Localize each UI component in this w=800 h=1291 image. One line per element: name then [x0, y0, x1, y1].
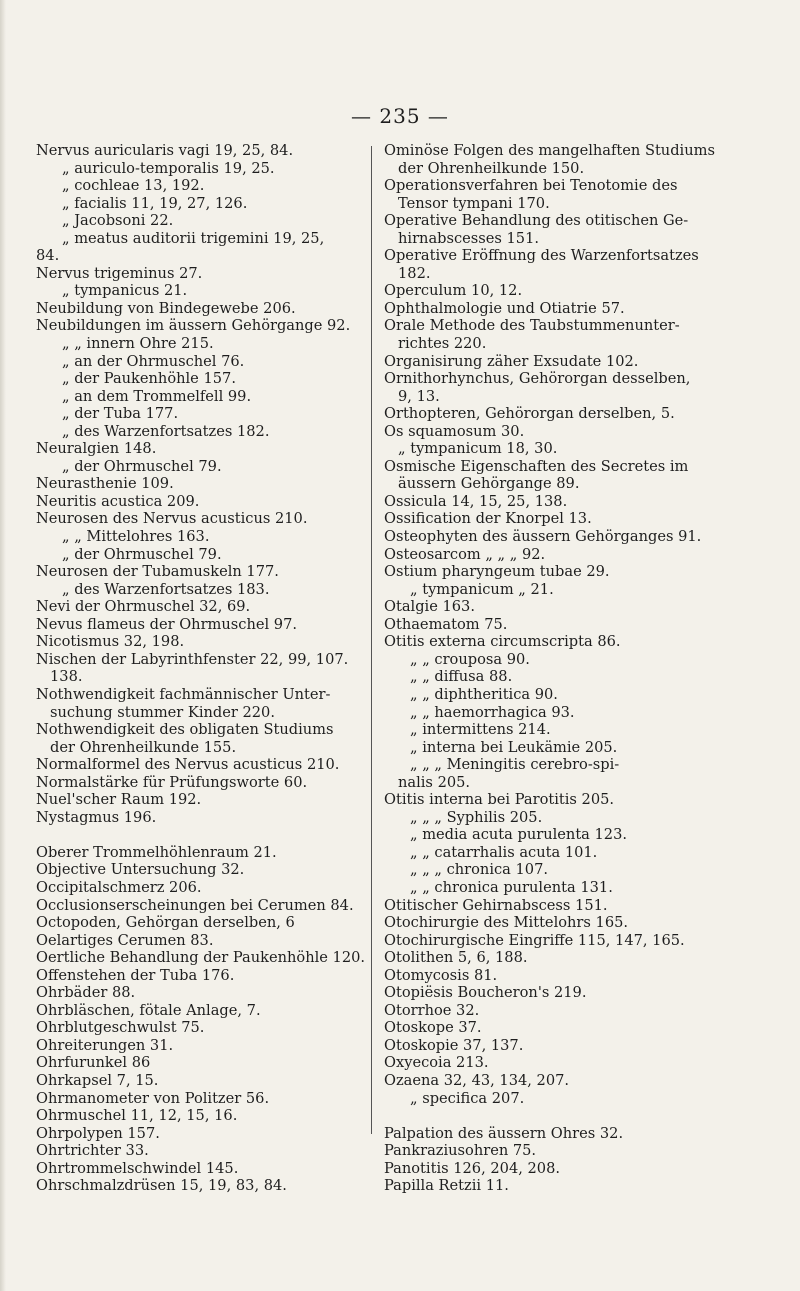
- index-entry: „ „ diphtheritica 90.: [410, 685, 558, 703]
- index-entry: 138.: [50, 668, 83, 686]
- index-entry: Occipitalschmerz 206.: [36, 878, 202, 896]
- index-entry: Neuralgien 148.: [36, 440, 157, 458]
- index-entry: Ohrbäder 88.: [36, 984, 136, 1002]
- index-entry: Neuritis acustica 209.: [36, 492, 200, 510]
- index-entry: Neurosen des Nervus acusticus 210.: [36, 510, 308, 528]
- index-entry: Ohrtrichter 33.: [36, 1142, 149, 1160]
- index-entry: „ interna bei Leukämie 205.: [410, 738, 618, 756]
- index-entry: äussern Gehörgange 89.: [398, 475, 580, 493]
- index-entry: „ „ diffusa 88.: [410, 668, 513, 686]
- index-entry: Otalgie 163.: [384, 598, 475, 616]
- index-entry: Nothwendigkeit fachmännischer Unter-: [36, 685, 331, 703]
- index-entry: Oberer Trommelhöhlenraum 21.: [36, 843, 277, 861]
- index-entry: Ohrpolypen 157.: [36, 1124, 160, 1142]
- index-entry: Otochirurgische Eingriffe 115, 147, 165.: [384, 931, 685, 949]
- index-column-right: [384, 142, 752, 1195]
- index-entry: Ohrbläschen, fötale Anlage, 7.: [36, 1001, 261, 1019]
- index-entry: Ohrblutgeschwulst 75.: [36, 1019, 205, 1037]
- index-entry: Nystagmus 196.: [36, 808, 157, 826]
- index-entry: „ Jacobsoni 22.: [62, 212, 174, 230]
- column-divider: [371, 146, 372, 1134]
- index-entry: Os squamosum 30.: [384, 422, 525, 440]
- index-entry: „ an dem Trommelfell 99.: [62, 387, 252, 405]
- index-entry: Neubildungen im äussern Gehörgange 92.: [36, 317, 351, 335]
- index-entry: Occlusionserscheinungen bei Cerumen 84.: [36, 896, 354, 914]
- index-entry: Otitis interna bei Parotitis 205.: [384, 791, 615, 809]
- index-entry: Oxyecoia 213.: [384, 1054, 489, 1072]
- index-entry: Otochirurgie des Mittelohrs 165.: [384, 914, 629, 932]
- index-entry: „ „ innern Ohre 215.: [62, 335, 214, 353]
- index-entry: „ der Tuba 177.: [62, 405, 179, 423]
- index-entry: Nervus auricularis vagi 19, 25, 84.: [36, 142, 294, 159]
- index-entry: Papilla Retzii 11.: [384, 1177, 509, 1195]
- index-entry: 84.: [36, 247, 60, 265]
- index-entry: Neurosen der Tubamuskeln 177.: [36, 563, 279, 581]
- page-number: — 235 —: [351, 104, 449, 128]
- index-entry: Otoskope 37.: [384, 1019, 482, 1037]
- index-entry: Ohrtrommelschwindel 145.: [36, 1159, 239, 1177]
- index-entry: Otolithen 5, 6, 188.: [384, 949, 528, 967]
- index-entry: Operculum 10, 12.: [384, 282, 523, 300]
- index-entry: Osteosarcom „ „ „ 92.: [384, 545, 546, 563]
- index-entry: Osteophyten des äussern Gehörganges 91.: [384, 528, 702, 546]
- index-entry: Otopiësis Boucheron's 219.: [384, 984, 587, 1002]
- index-entry: Oelartiges Cerumen 83.: [36, 931, 214, 949]
- index-entry: hirnabscesses 151.: [398, 229, 540, 247]
- index-entry: nalis 205.: [398, 773, 471, 791]
- index-entry: Ossification der Knorpel 13.: [384, 510, 592, 528]
- index-entry: Ohrmanometer von Politzer 56.: [36, 1089, 270, 1107]
- index-entry: Othaematom 75.: [384, 615, 508, 633]
- index-entry: Orale Methode des Taubstummenunter-: [384, 317, 680, 335]
- index-entry: „ des Warzenfortsatzes 183.: [62, 580, 270, 598]
- index-entry: „ „ catarrhalis acuta 101.: [410, 843, 598, 861]
- index-entry: „ intermittens 214.: [410, 721, 551, 739]
- index-entry: Palpation des äussern Ohres 32.: [384, 1124, 624, 1142]
- index-entry: Nevi der Ohrmuschel 32, 69.: [36, 598, 251, 616]
- index-column-left: [36, 142, 366, 1195]
- index-entry: „ specifica 207.: [410, 1089, 525, 1107]
- index-entry: Osmische Eigenschaften des Secretes im: [384, 457, 689, 475]
- index-entry: Neurasthenie 109.: [36, 475, 174, 493]
- index-entry: Operationsverfahren bei Tenotomie des: [384, 177, 678, 195]
- index-entry: Nischen der Labyrinthfenster 22, 99, 107.: [36, 650, 349, 668]
- index-entry: Ohrkapsel 7, 15.: [36, 1071, 159, 1089]
- index-entry: Octopoden, Gehörgan derselben, 6: [36, 914, 295, 932]
- index-entry: Neubildung von Bindegewebe 206.: [36, 299, 296, 317]
- index-entry: Ophthalmologie und Otiatrie 57.: [384, 299, 625, 317]
- index-entry: Nevus flameus der Ohrmuschel 97.: [36, 615, 297, 633]
- index-entry: Otitis externa circumscripta 86.: [384, 633, 621, 651]
- index-entry: Nothwendigkeit des obligaten Studiums: [36, 721, 334, 739]
- index-entry: „ „ „ Meningitis cerebro-spi-: [410, 756, 620, 774]
- index-entry: Otorrhoe 32.: [384, 1001, 480, 1019]
- index-entry: „ „ „ chronica 107.: [410, 861, 549, 879]
- index-entry: 9, 13.: [398, 387, 440, 405]
- index-entry: Otomycosis 81.: [384, 966, 498, 984]
- index-entry: „ der Ohrmuschel 79.: [62, 457, 222, 475]
- index-entry: Ohrfurunkel 86: [36, 1054, 151, 1072]
- index-entry: Oertliche Behandlung der Paukenhöhle 120.: [36, 949, 366, 967]
- index-entry: Ostium pharyngeum tubae 29.: [384, 563, 610, 581]
- index-entry: Offenstehen der Tuba 176.: [36, 966, 235, 984]
- section-gap: [36, 826, 362, 844]
- index-entry: Objective Untersuchung 32.: [36, 861, 245, 879]
- index-entry: Ossicula 14, 15, 25, 138.: [384, 492, 568, 510]
- index-entry: Pankraziusohren 75.: [384, 1142, 537, 1160]
- index-entry: Tensor tympani 170.: [398, 194, 550, 212]
- index-entry: Ohreiterungen 31.: [36, 1036, 174, 1054]
- index-entry: Organisirung zäher Exsudate 102.: [384, 352, 639, 370]
- index-entry: richtes 220.: [398, 335, 487, 353]
- index-entry: „ cochleae 13, 192.: [62, 177, 205, 195]
- index-entry: Panotitis 126, 204, 208.: [384, 1159, 561, 1177]
- index-entry: Operative Behandlung des otitischen Ge-: [384, 212, 689, 230]
- index-entry: „ der Paukenhöhle 157.: [62, 370, 236, 388]
- index-entry: der Ohrenheilkunde 155.: [50, 738, 237, 756]
- index-entry: „ „ haemorrhagica 93.: [410, 703, 575, 721]
- index-entry: Nuel'scher Raum 192.: [36, 791, 202, 809]
- index-entry: Operative Eröffnung des Warzenfortsatzes: [384, 247, 699, 265]
- index-entry: Ornithorhynchus, Gehörorgan desselben,: [384, 370, 691, 388]
- index-entry: „ meatus auditorii trigemini 19, 25,: [62, 229, 325, 247]
- index-entry: Normalformel des Nervus acusticus 210.: [36, 756, 340, 774]
- index-entry: Otoskopie 37, 137.: [384, 1036, 524, 1054]
- section-gap: [384, 1107, 752, 1125]
- index-entry: Ohrschmalzdrüsen 15, 19, 83, 84.: [36, 1177, 287, 1195]
- index-entry: „ tympanicum 18, 30.: [398, 440, 558, 458]
- index-entry: „ des Warzenfortsatzes 182.: [62, 422, 270, 440]
- index-entry: Ohrmuschel 11, 12, 15, 16.: [36, 1107, 238, 1125]
- index-entry: „ „ „ Syphilis 205.: [410, 808, 543, 826]
- index-entry: 182.: [398, 264, 431, 282]
- index-entry: Normalstärke für Prüfungsworte 60.: [36, 773, 308, 791]
- index-entry: Ozaena 32, 43, 134, 207.: [384, 1071, 570, 1089]
- index-entry: Nicotismus 32, 198.: [36, 633, 185, 651]
- index-entry: „ facialis 11, 19, 27, 126.: [62, 194, 248, 212]
- index-entry: Otitischer Gehirnabscess 151.: [384, 896, 608, 914]
- index-entry: der Ohrenheilkunde 150.: [398, 159, 585, 177]
- index-entry: „ media acuta purulenta 123.: [410, 826, 628, 844]
- page-edge-shadow: [0, 0, 6, 1291]
- index-entry: „ tympanicum „ 21.: [410, 580, 554, 598]
- index-entry: Orthopteren, Gehörorgan derselben, 5.: [384, 405, 675, 423]
- index-entry: „ „ chronica purulenta 131.: [410, 878, 613, 896]
- index-entry: suchung stummer Kinder 220.: [50, 703, 275, 721]
- index-entry: „ „ Mittelohres 163.: [62, 528, 210, 546]
- index-entry: „ tympanicus 21.: [62, 282, 188, 300]
- index-entry: „ an der Ohrmuschel 76.: [62, 352, 245, 370]
- index-entry: „ der Ohrmuschel 79.: [62, 545, 222, 563]
- index-entry: „ auriculo-temporalis 19, 25.: [62, 159, 275, 177]
- index-entry: Ominöse Folgen des mangelhaften Studiums: [384, 142, 715, 159]
- index-entry: „ „ crouposa 90.: [410, 650, 530, 668]
- index-entry: Nervus trigeminus 27.: [36, 264, 203, 282]
